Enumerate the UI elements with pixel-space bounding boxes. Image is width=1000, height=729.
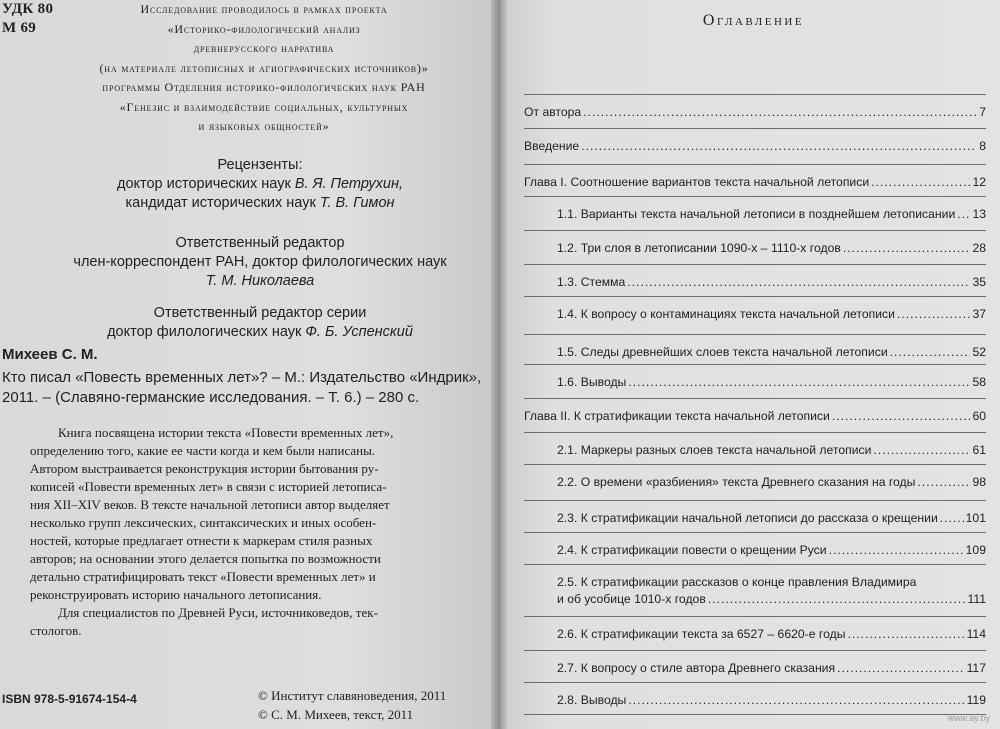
toc-page-number: 37 bbox=[972, 307, 986, 321]
toc-leader-dots bbox=[847, 626, 964, 643]
toc-section-entry[interactable] bbox=[557, 306, 986, 323]
toc-entry-title: Глава I. Соотношение вариантов текста начальной летописи bbox=[524, 175, 870, 189]
toc-section-entry[interactable] bbox=[557, 660, 986, 677]
toc-section-entry[interactable] bbox=[557, 344, 986, 361]
copyright-line: © Институт славяноведения, 2011 bbox=[258, 688, 447, 703]
toc-section-entry[interactable] bbox=[557, 510, 986, 527]
udk-line-1: УДК 80 bbox=[2, 1, 54, 17]
toc-leader-dots bbox=[837, 660, 964, 677]
abstract-line: определению того, какие ее части когда и кем были написаны. bbox=[30, 443, 376, 458]
toc-page-number: 98 bbox=[972, 475, 986, 489]
toc-page-number: 114 bbox=[966, 627, 986, 641]
toc-entry-title: От автора bbox=[524, 105, 582, 119]
bib-line: 2011. – (Славяно-германские исследования. – Т. 6.) – 280 с. bbox=[2, 389, 420, 406]
toc-leader-dots bbox=[581, 138, 977, 155]
toc-page-number: 13 bbox=[972, 207, 986, 221]
toc-section-entry[interactable] bbox=[557, 574, 986, 608]
bibliographic-record bbox=[2, 368, 481, 408]
author-name: Михеев С. М. bbox=[2, 346, 98, 363]
abstract-line: реконструировать историю начального летописания. bbox=[30, 587, 322, 602]
toc-page-number: 58 bbox=[972, 375, 986, 389]
project-line: Исследование проводилось в рамках проекта bbox=[140, 2, 388, 16]
toc-separator bbox=[524, 432, 986, 433]
toc-page-number: 35 bbox=[972, 275, 986, 289]
toc-section-entry[interactable] bbox=[557, 542, 986, 559]
toc-leader-dots bbox=[628, 374, 970, 391]
toc-leader-dots bbox=[583, 104, 977, 121]
abstract-line: Для специалистов по Древней Руси, источниковедов, тек- bbox=[58, 605, 378, 620]
bib-line: Кто писал «Повесть временных лет»? – М.: Издательство «Индрик», bbox=[2, 369, 482, 386]
toc-entry-title: 1.5. Следы древнейших слоев текста начальной летописи bbox=[557, 345, 888, 359]
abstract-line: Автором выстраивается реконструкция истории бытования ру- bbox=[30, 461, 379, 476]
toc-page-number: 111 bbox=[967, 592, 986, 606]
series-editor-heading: Ответственный редактор серии bbox=[153, 305, 367, 321]
reviewers-heading: Рецензенты: bbox=[217, 157, 303, 173]
toc-leader-dots bbox=[843, 240, 971, 257]
editor-block bbox=[60, 234, 460, 291]
toc-page-number: 12 bbox=[972, 175, 986, 189]
toc-separator bbox=[524, 296, 986, 297]
left-page bbox=[0, 0, 497, 729]
toc-leader-dots bbox=[917, 474, 970, 491]
reviewer-1-name: В. Я. Петрухин, bbox=[294, 176, 403, 192]
toc-section-entry[interactable] bbox=[557, 206, 986, 223]
toc-leader-dots bbox=[957, 206, 970, 223]
udk-line-2: М 69 bbox=[2, 20, 37, 36]
copyright bbox=[258, 686, 446, 724]
toc-entry-title: 2.8. Выводы bbox=[557, 693, 627, 707]
toc-chapter-entry[interactable] bbox=[524, 408, 986, 425]
toc-leader-dots bbox=[873, 442, 970, 459]
toc-separator bbox=[524, 464, 986, 465]
editor-heading: Ответственный редактор bbox=[175, 235, 345, 251]
project-line: «Историко-филологический анализ bbox=[167, 21, 361, 36]
right-page bbox=[507, 0, 1000, 729]
reviewer-2: кандидат исторических наук Т. В. Гимон bbox=[125, 195, 395, 211]
series-editor-line: доктор филологических наук Ф. Б. Успенский bbox=[107, 324, 413, 340]
toc-leader-dots bbox=[627, 274, 970, 291]
reviewer-1: доктор исторических наук В. Я. Петрухин, bbox=[116, 176, 403, 192]
toc-entry-title: 1.6. Выводы bbox=[557, 375, 627, 389]
toc-leader-dots bbox=[628, 692, 964, 709]
toc-chapter-entry[interactable] bbox=[524, 138, 986, 155]
project-line: программы Отделения историко-филологических наук РАН bbox=[102, 80, 426, 94]
editor-title: член-корреспондент РАН, доктор филологических наук bbox=[73, 254, 447, 270]
toc-entry-title: 2.3. К стратификации начальной летописи до рассказа о крещении bbox=[557, 511, 938, 525]
reviewers-block bbox=[60, 156, 460, 213]
toc-section-entry[interactable] bbox=[557, 692, 986, 709]
toc-page-number: 101 bbox=[965, 511, 986, 525]
toc-separator bbox=[524, 650, 986, 651]
editor-name: Т. М. Николаева bbox=[205, 273, 315, 289]
toc-section-entry[interactable] bbox=[557, 626, 986, 643]
copyright-line: © С. М. Михеев, текст, 2011 bbox=[258, 707, 414, 722]
toc-page-number: 61 bbox=[972, 443, 986, 457]
watermark: www.ay.by bbox=[947, 713, 990, 723]
toc-section-entry[interactable] bbox=[557, 240, 986, 257]
toc-entry-title: Глава II. К стратификации текста начальной летописи bbox=[524, 409, 830, 423]
toc-entry-title: и об усобице 1010-х годов bbox=[557, 592, 706, 606]
abstract-line: несколько групп лексических, синтаксических и иных особен- bbox=[30, 515, 377, 530]
toc-leader-dots bbox=[890, 344, 971, 361]
toc-title: Оглавление bbox=[702, 12, 805, 29]
toc-separator bbox=[524, 398, 986, 399]
toc-entry-title: 2.7. К вопросу о стиле автора Древнего сказания bbox=[557, 661, 836, 675]
toc-page-number: 109 bbox=[965, 543, 986, 557]
toc-entry-title: 1.1. Варианты текста начальной летописи в позднейшем летописании bbox=[557, 207, 956, 221]
toc-section-entry[interactable] bbox=[557, 274, 986, 291]
toc-entry-title: 1.2. Три слоя в летописании 1090-х – 1110-х годов bbox=[557, 241, 841, 255]
toc-separator bbox=[524, 532, 986, 533]
series-editor-block bbox=[60, 304, 460, 342]
toc-section-entry[interactable] bbox=[557, 374, 986, 391]
toc-leader-dots bbox=[829, 542, 964, 559]
toc-page-number: 60 bbox=[972, 409, 986, 423]
isbn: ISBN 978-5-91674-154-4 bbox=[2, 692, 137, 706]
toc-leader-dots bbox=[708, 591, 966, 608]
toc-section-entry[interactable] bbox=[557, 474, 986, 491]
abstract-line: кописей «Повести временных лет» в связи с историей летописа- bbox=[30, 479, 387, 494]
toc-separator bbox=[524, 264, 986, 265]
toc-entry-title: 2.6. К стратификации текста за 6527 – 6620-е годы bbox=[557, 627, 846, 641]
abstract-line: авторов; на основании этого делается попытка по возможности bbox=[30, 551, 381, 566]
toc-chapter-entry[interactable] bbox=[524, 104, 986, 121]
abstract-line: ния XII–XIV веков. В тексте начальной летописи автор выделяет bbox=[30, 497, 390, 512]
toc-entry-title: 2.1. Маркеры разных слоев текста начальной летописи bbox=[557, 443, 872, 457]
udk-code bbox=[2, 0, 53, 38]
toc-section-entry[interactable] bbox=[557, 442, 986, 459]
series-editor-name: Ф. Б. Успенский bbox=[305, 324, 413, 340]
toc-separator bbox=[524, 682, 986, 683]
toc-separator bbox=[524, 128, 986, 129]
abstract-line: Книга посвящена истории текста «Повести временных лет», bbox=[58, 425, 394, 440]
toc-leader-dots bbox=[832, 408, 971, 425]
toc-page-number: 119 bbox=[966, 693, 986, 707]
toc-separator bbox=[524, 164, 986, 165]
abstract bbox=[30, 424, 450, 640]
toc-page-number: 117 bbox=[966, 661, 986, 675]
toc-page-number: 52 bbox=[972, 345, 986, 359]
toc-entry-title: 2.4. К стратификации повести о крещении Руси bbox=[557, 543, 827, 557]
project-line: (на материале летописных и агиографических источников)» bbox=[99, 60, 429, 75]
toc-entry-title: 1.4. К вопросу о контаминациях текста начальной летописи bbox=[557, 307, 895, 321]
toc-separator bbox=[524, 230, 986, 231]
toc-separator bbox=[524, 616, 986, 617]
toc-separator bbox=[524, 364, 986, 365]
toc-separator bbox=[524, 94, 986, 95]
toc-separator bbox=[524, 196, 986, 197]
abstract-line: детально стратифицировать текст «Повести временных лет» и bbox=[30, 569, 376, 584]
toc-chapter-entry[interactable] bbox=[524, 174, 986, 191]
toc-page-number: 28 bbox=[972, 241, 986, 255]
abstract-line: ностей, которые предлагает отнести к маркерам стиля разных bbox=[30, 533, 373, 548]
project-note bbox=[64, 0, 464, 137]
project-line: и языковых общностей» bbox=[198, 119, 330, 133]
project-line: «Генезис и взаимодействие социальных, культурных bbox=[119, 99, 409, 114]
toc-page-number: 7 bbox=[979, 105, 986, 119]
toc-separator bbox=[524, 564, 986, 565]
toc-entry-title: Введение bbox=[524, 139, 580, 153]
project-line: древнерусского нарратива bbox=[193, 41, 335, 55]
reviewer-2-name: Т. В. Гимон bbox=[319, 195, 395, 211]
toc-leader-dots bbox=[871, 174, 970, 191]
toc-entry-title: 2.2. О времени «разбиения» текста Древнего сказания на годы bbox=[557, 475, 916, 489]
toc-entry-title: 2.5. К стратификации рассказов о конце правления Владимира bbox=[557, 575, 917, 589]
toc-separator bbox=[524, 334, 986, 335]
toc-leader-dots bbox=[897, 306, 971, 323]
toc-entry-title: 1.3. Стемма bbox=[557, 275, 626, 289]
toc-page-number: 8 bbox=[979, 139, 986, 153]
toc-separator bbox=[524, 500, 986, 501]
toc-separator bbox=[524, 714, 986, 715]
toc-leader-dots bbox=[940, 510, 964, 527]
abstract-line: стологов. bbox=[30, 623, 82, 638]
